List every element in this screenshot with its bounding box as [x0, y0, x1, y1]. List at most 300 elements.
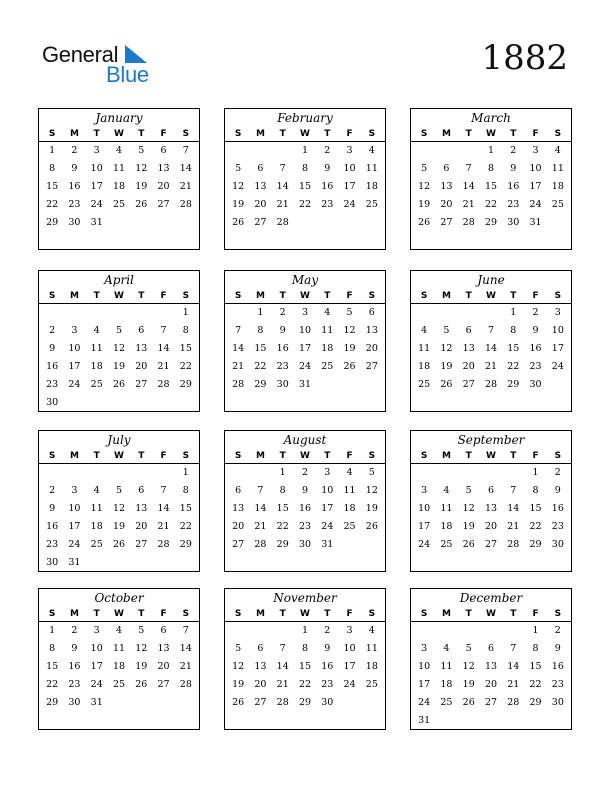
week-row [39, 554, 199, 572]
month-april [38, 270, 200, 412]
day-cell: 16 [321, 181, 334, 192]
day-cell [435, 464, 457, 482]
day-cell: 19 [135, 661, 148, 672]
day-cell: 30 [551, 539, 564, 550]
weekday-label: F [532, 291, 539, 301]
day-cell [108, 554, 130, 572]
day-cell: 30 [276, 379, 289, 390]
day-cell: 29 [276, 539, 289, 550]
day-cell: 5 [443, 325, 450, 336]
day-cell: 24 [529, 199, 542, 210]
day-cell: 18 [90, 361, 103, 372]
day-cell: 9 [324, 163, 331, 174]
day-cell: 20 [135, 361, 148, 372]
day-cell [502, 622, 524, 640]
week-row [39, 196, 199, 214]
week-row [225, 676, 385, 694]
day-cell: 3 [301, 307, 308, 318]
day-cell: 7 [279, 643, 286, 654]
day-cell: 19 [112, 521, 126, 532]
day-cell: 14 [179, 643, 192, 654]
day-cell: 10 [418, 661, 431, 672]
day-cell [413, 464, 435, 482]
day-cell: 21 [157, 361, 170, 372]
day-cell: 11 [112, 163, 126, 174]
day-cell: 16 [46, 361, 59, 372]
day-cell: 2 [301, 467, 308, 478]
weekday-label: T [279, 451, 286, 461]
day-cell: 20 [232, 521, 245, 532]
day-cell: 27 [135, 539, 148, 550]
day-cell: 6 [235, 485, 242, 496]
weekday-header [411, 289, 571, 304]
day-cell: 14 [254, 503, 267, 514]
day-cell: 3 [554, 307, 561, 318]
day-cell: 30 [298, 539, 312, 550]
day-cell: 18 [551, 181, 564, 192]
day-cell: 7 [160, 325, 167, 336]
day-cell: 10 [90, 643, 103, 654]
weekday-label: F [532, 609, 539, 619]
day-cell [480, 304, 502, 322]
day-cell [502, 712, 524, 730]
day-cell: 21 [507, 679, 520, 690]
weekday-label: W [486, 609, 496, 619]
day-cell: 11 [112, 643, 126, 654]
day-cell [458, 464, 480, 482]
weekday-label: S [420, 451, 428, 461]
day-cell: 17 [68, 521, 81, 532]
weekday-header [225, 449, 385, 464]
day-cell: 9 [49, 343, 56, 354]
day-cell: 2 [554, 625, 561, 636]
week-row [225, 482, 385, 500]
day-cell [108, 694, 130, 712]
day-cell: 15 [298, 661, 312, 672]
day-cell: 5 [421, 163, 428, 174]
day-cell: 20 [484, 679, 498, 690]
day-cell: 6 [138, 325, 145, 336]
day-cell: 26 [112, 539, 126, 550]
day-cell [547, 712, 569, 730]
day-cell: 3 [71, 485, 78, 496]
weekday-label: F [160, 451, 167, 461]
day-cell [41, 304, 63, 322]
weekday-label: M [255, 291, 265, 301]
day-cell: 9 [279, 325, 286, 336]
day-cell [63, 394, 85, 412]
weekday-label: S [182, 291, 190, 301]
month-june [410, 270, 572, 412]
day-cell: 7 [465, 163, 472, 174]
weekday-label: S [182, 451, 190, 461]
day-cell: 1 [510, 307, 517, 318]
day-cell: 4 [115, 625, 122, 636]
day-cell: 6 [465, 325, 472, 336]
day-cell: 16 [46, 521, 59, 532]
day-cell: 13 [232, 503, 245, 514]
week-row [411, 214, 571, 232]
day-cell: 2 [324, 145, 331, 156]
day-cell: 16 [298, 503, 312, 514]
week-row [225, 142, 385, 160]
day-cell: 17 [90, 661, 103, 672]
day-cell: 2 [49, 485, 56, 496]
day-cell: 2 [71, 625, 78, 636]
weekday-label: M [255, 609, 265, 619]
day-cell: 28 [157, 539, 170, 550]
day-cell: 13 [440, 181, 453, 192]
week-row [225, 196, 385, 214]
day-cell: 15 [298, 181, 312, 192]
day-cell: 6 [160, 625, 167, 636]
day-cell: 1 [49, 145, 56, 156]
day-cell [480, 464, 502, 482]
week-row [39, 640, 199, 658]
day-cell [41, 464, 63, 482]
day-cell: 7 [487, 325, 494, 336]
weekday-label: W [486, 129, 496, 139]
day-cell: 25 [440, 697, 453, 708]
day-cell: 14 [507, 661, 520, 672]
month-september [410, 430, 572, 572]
month-march [410, 108, 572, 250]
day-cell: 13 [484, 503, 498, 514]
day-cell [249, 142, 271, 160]
day-cell: 22 [298, 679, 312, 690]
day-cell: 23 [46, 539, 59, 550]
day-cell: 3 [324, 467, 331, 478]
day-cell: 8 [182, 325, 189, 336]
week-row [411, 358, 571, 376]
day-cell: 31 [418, 715, 431, 726]
day-cell [130, 694, 152, 712]
day-cell: 25 [90, 539, 103, 550]
day-cell: 17 [321, 503, 334, 514]
day-cell: 24 [68, 379, 81, 390]
day-cell [249, 464, 271, 482]
weekday-label: M [441, 451, 451, 461]
day-cell: 12 [135, 163, 148, 174]
day-cell [338, 376, 360, 394]
weekday-label: T [324, 609, 331, 619]
week-row [411, 622, 571, 640]
day-cell: 12 [418, 181, 431, 192]
day-cell: 21 [276, 679, 289, 690]
day-cell [272, 622, 294, 640]
day-cell: 9 [71, 643, 78, 654]
month-title: December [459, 591, 523, 605]
day-cell: 9 [510, 163, 517, 174]
day-cell: 15 [529, 661, 542, 672]
weekday-label: T [465, 291, 472, 301]
day-cell: 1 [49, 625, 56, 636]
day-cell: 31 [298, 379, 312, 390]
day-cell: 10 [90, 163, 103, 174]
day-cell: 1 [182, 467, 189, 478]
day-cell [152, 214, 174, 232]
day-cell: 1 [257, 307, 264, 318]
day-cell: 25 [343, 521, 356, 532]
day-cell [413, 304, 435, 322]
day-cell: 17 [551, 343, 564, 354]
day-cell: 23 [298, 521, 312, 532]
day-cell: 11 [551, 163, 564, 174]
week-row [225, 500, 385, 518]
weekday-header [411, 127, 571, 142]
week-row [39, 160, 199, 178]
day-cell [361, 536, 383, 554]
day-cell: 12 [232, 661, 245, 672]
weekday-label: S [368, 609, 376, 619]
weekday-label: S [420, 291, 428, 301]
day-cell: 20 [254, 679, 267, 690]
week-row [39, 518, 199, 536]
day-cell: 3 [93, 145, 100, 156]
day-cell: 18 [112, 181, 126, 192]
day-cell: 16 [68, 181, 81, 192]
day-cell: 5 [138, 145, 145, 156]
weekday-label: T [465, 451, 472, 461]
day-cell: 8 [301, 643, 308, 654]
day-cell: 28 [507, 697, 520, 708]
day-cell: 4 [421, 325, 428, 336]
day-cell: 22 [179, 521, 192, 532]
day-cell: 28 [507, 539, 520, 550]
day-cell: 29 [179, 379, 192, 390]
day-cell: 28 [462, 217, 475, 228]
day-cell: 15 [484, 181, 498, 192]
weekday-header [225, 127, 385, 142]
weekday-label: S [48, 609, 56, 619]
week-row [225, 376, 385, 394]
weekday-label: F [346, 291, 353, 301]
week-row [39, 500, 199, 518]
day-cell: 23 [551, 679, 564, 690]
day-cell [63, 304, 85, 322]
day-cell: 18 [440, 521, 453, 532]
day-cell: 16 [276, 343, 289, 354]
month-october [38, 588, 200, 730]
months-grid [38, 108, 576, 732]
day-cell: 26 [232, 697, 245, 708]
day-cell: 7 [182, 145, 189, 156]
day-cell: 23 [68, 679, 81, 690]
week-row [225, 322, 385, 340]
week-row [411, 518, 571, 536]
day-cell: 9 [49, 503, 56, 514]
day-cell: 22 [507, 361, 520, 372]
weekday-label: F [346, 451, 353, 461]
day-cell: 8 [279, 485, 286, 496]
week-row [225, 622, 385, 640]
day-cell: 18 [365, 181, 378, 192]
day-cell: 23 [551, 521, 564, 532]
day-cell: 4 [554, 145, 561, 156]
weekday-label: T [510, 609, 517, 619]
day-cell [152, 694, 174, 712]
day-cell: 20 [440, 199, 453, 210]
day-cell [227, 464, 249, 482]
day-cell: 13 [484, 661, 498, 672]
day-cell: 4 [93, 325, 100, 336]
day-cell [458, 622, 480, 640]
day-cell: 13 [462, 343, 475, 354]
week-row [39, 394, 199, 412]
day-cell: 28 [179, 679, 192, 690]
week-row [225, 536, 385, 554]
day-cell: 30 [321, 697, 334, 708]
day-cell: 18 [90, 521, 103, 532]
weekday-label: T [93, 129, 100, 139]
day-cell: 13 [135, 503, 148, 514]
week-row [411, 142, 571, 160]
day-cell [435, 622, 457, 640]
week-row [225, 304, 385, 322]
day-cell: 4 [115, 145, 122, 156]
weekday-label: M [69, 129, 79, 139]
day-cell: 30 [68, 217, 81, 228]
weekday-label: S [368, 129, 376, 139]
day-cell: 20 [484, 521, 498, 532]
day-cell: 5 [368, 467, 375, 478]
month-february [224, 108, 386, 250]
week-row [411, 322, 571, 340]
day-cell: 26 [135, 679, 148, 690]
day-cell: 24 [343, 199, 356, 210]
weekday-label: S [182, 609, 190, 619]
week-row [39, 322, 199, 340]
week-row [39, 622, 199, 640]
day-cell: 23 [46, 379, 59, 390]
week-row [39, 304, 199, 322]
day-cell [130, 464, 152, 482]
day-cell [547, 376, 569, 394]
day-cell: 25 [321, 361, 334, 372]
day-cell [86, 464, 108, 482]
weekday-label: S [420, 609, 428, 619]
weekday-label: F [160, 609, 167, 619]
day-cell: 6 [487, 643, 494, 654]
month-title: April [104, 273, 134, 287]
day-cell: 25 [112, 199, 126, 210]
logo-word-blue: Blue [106, 62, 149, 87]
day-cell: 30 [46, 557, 59, 568]
day-cell: 4 [346, 467, 353, 478]
day-cell: 7 [182, 625, 189, 636]
weekday-label: W [114, 291, 124, 301]
day-cell: 10 [321, 485, 334, 496]
day-cell: 1 [301, 145, 308, 156]
day-cell [338, 536, 360, 554]
week-row [225, 464, 385, 482]
day-cell: 14 [462, 181, 475, 192]
day-cell: 9 [71, 163, 78, 174]
month-august [224, 430, 386, 572]
day-cell: 30 [551, 697, 564, 708]
day-cell: 11 [365, 163, 378, 174]
weekday-label: F [346, 609, 353, 619]
weekday-label: S [48, 129, 56, 139]
day-cell: 22 [254, 361, 267, 372]
day-cell: 2 [49, 325, 56, 336]
day-cell: 6 [443, 163, 450, 174]
weekday-label: M [441, 129, 451, 139]
weekday-label: T [510, 129, 517, 139]
day-cell: 10 [68, 343, 81, 354]
day-cell: 15 [276, 503, 289, 514]
day-cell [361, 214, 383, 232]
day-cell: 4 [93, 485, 100, 496]
day-cell: 22 [529, 521, 542, 532]
day-cell: 23 [507, 199, 520, 210]
week-row [225, 358, 385, 376]
day-cell: 2 [71, 145, 78, 156]
day-cell: 21 [232, 361, 245, 372]
day-cell: 22 [529, 679, 542, 690]
day-cell [458, 712, 480, 730]
week-row [39, 464, 199, 482]
day-cell: 27 [484, 539, 498, 550]
week-row [39, 694, 199, 712]
weekday-label: M [441, 291, 451, 301]
day-cell: 5 [115, 325, 122, 336]
day-cell [458, 142, 480, 160]
day-cell: 5 [465, 485, 472, 496]
day-cell: 30 [507, 217, 520, 228]
week-row [225, 160, 385, 178]
day-cell [361, 694, 383, 712]
day-cell: 8 [510, 325, 517, 336]
day-cell: 19 [135, 181, 148, 192]
weekday-header [39, 289, 199, 304]
day-cell: 29 [179, 539, 192, 550]
day-cell [175, 394, 197, 412]
day-cell: 3 [71, 325, 78, 336]
day-cell: 10 [343, 643, 356, 654]
day-cell: 9 [554, 485, 561, 496]
day-cell: 15 [46, 181, 59, 192]
day-cell: 29 [529, 539, 542, 550]
day-cell: 21 [179, 661, 192, 672]
day-cell: 22 [298, 199, 312, 210]
day-cell: 3 [346, 625, 353, 636]
day-cell: 21 [254, 521, 267, 532]
day-cell: 21 [507, 521, 520, 532]
day-cell: 16 [551, 503, 564, 514]
day-cell [435, 304, 457, 322]
week-row [411, 464, 571, 482]
month-title: March [471, 111, 511, 125]
weekday-label: T [279, 129, 286, 139]
day-cell [547, 214, 569, 232]
day-cell: 16 [507, 181, 520, 192]
day-cell: 2 [324, 625, 331, 636]
day-cell: 28 [276, 697, 289, 708]
day-cell: 19 [232, 199, 245, 210]
weekday-label: T [138, 451, 145, 461]
day-cell: 11 [418, 343, 431, 354]
day-cell: 14 [157, 343, 170, 354]
day-cell: 8 [49, 643, 56, 654]
day-cell [227, 142, 249, 160]
day-cell: 21 [462, 199, 475, 210]
day-cell: 25 [112, 679, 126, 690]
day-cell [249, 622, 271, 640]
day-cell: 24 [90, 679, 103, 690]
day-cell: 3 [421, 643, 428, 654]
day-cell: 6 [257, 163, 264, 174]
